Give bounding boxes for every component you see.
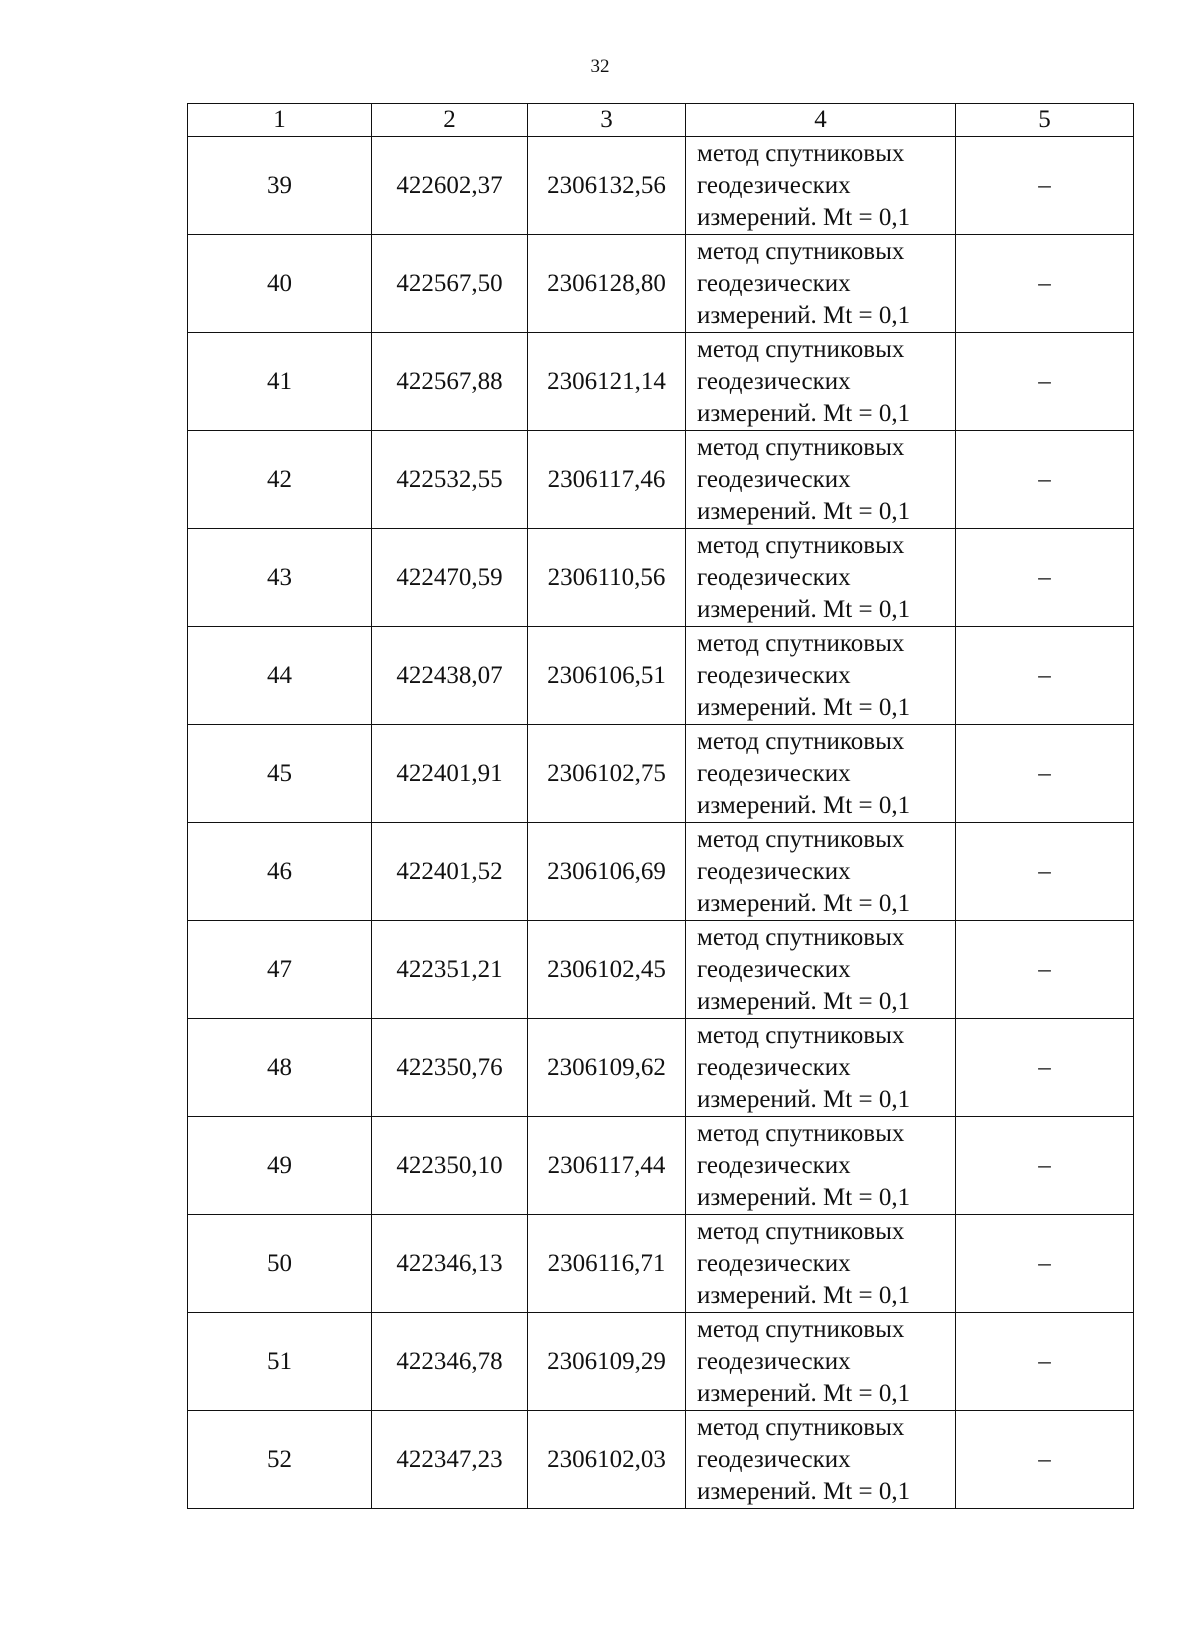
method-line: геодезических (697, 563, 851, 591)
method-line: геодезических (697, 269, 851, 297)
method-cell (686, 725, 956, 823)
method-line: геодезических (697, 1151, 851, 1179)
method-line: измерений. Mt = 0,1 (697, 889, 911, 917)
method-cell (686, 235, 956, 333)
note-cell: – (956, 1019, 1134, 1117)
table-row (188, 333, 1134, 431)
point-number-cell: 48 (188, 1019, 372, 1117)
y-coordinate-cell: 2306117,44 (528, 1117, 686, 1215)
note-cell: – (956, 1215, 1134, 1313)
method-line: измерений. Mt = 0,1 (697, 497, 911, 525)
y-coordinate-cell: 2306109,62 (528, 1019, 686, 1117)
x-coordinate-cell: 422401,52 (372, 823, 528, 921)
y-coordinate-cell: 2306117,46 (528, 431, 686, 529)
x-coordinate-cell: 422350,10 (372, 1117, 528, 1215)
y-coordinate-cell: 2306121,14 (528, 333, 686, 431)
y-coordinate-cell: 2306106,69 (528, 823, 686, 921)
y-coordinate-cell: 2306106,51 (528, 627, 686, 725)
note-cell: – (956, 627, 1134, 725)
y-coordinate-cell: 2306109,29 (528, 1313, 686, 1411)
point-number-cell: 46 (188, 823, 372, 921)
note-cell: – (956, 1411, 1134, 1509)
coordinates-table (187, 103, 1134, 1509)
method-line: геодезических (697, 955, 851, 983)
table-row (188, 725, 1134, 823)
note-cell: – (956, 725, 1134, 823)
method-line: измерений. Mt = 0,1 (697, 1379, 911, 1407)
point-number-cell: 40 (188, 235, 372, 333)
table-row (188, 431, 1134, 529)
x-coordinate-cell: 422470,59 (372, 529, 528, 627)
method-line: геодезических (697, 759, 851, 787)
method-line: метод спутниковых (697, 1413, 905, 1441)
method-line: метод спутниковых (697, 1021, 905, 1049)
column-header: 5 (956, 104, 1134, 137)
x-coordinate-cell: 422346,78 (372, 1313, 528, 1411)
y-coordinate-cell: 2306132,56 (528, 137, 686, 235)
method-cell (686, 1117, 956, 1215)
method-cell (686, 1019, 956, 1117)
y-coordinate-cell: 2306102,45 (528, 921, 686, 1019)
method-line: метод спутниковых (697, 335, 905, 363)
x-coordinate-cell: 422532,55 (372, 431, 528, 529)
note-cell: – (956, 823, 1134, 921)
method-cell (686, 823, 956, 921)
x-coordinate-cell: 422567,50 (372, 235, 528, 333)
point-number-cell: 49 (188, 1117, 372, 1215)
point-number-cell: 43 (188, 529, 372, 627)
method-line: метод спутниковых (697, 139, 905, 167)
point-number-cell: 42 (188, 431, 372, 529)
x-coordinate-cell: 422346,13 (372, 1215, 528, 1313)
point-number-cell: 41 (188, 333, 372, 431)
x-coordinate-cell: 422401,91 (372, 725, 528, 823)
table-row (188, 137, 1134, 235)
x-coordinate-cell: 422438,07 (372, 627, 528, 725)
y-coordinate-cell: 2306128,80 (528, 235, 686, 333)
table-row (188, 1411, 1134, 1509)
method-cell (686, 137, 956, 235)
table-row (188, 1019, 1134, 1117)
method-line: измерений. Mt = 0,1 (697, 203, 911, 231)
method-cell (686, 431, 956, 529)
x-coordinate-cell: 422350,76 (372, 1019, 528, 1117)
method-line: геодезических (697, 1445, 851, 1473)
method-cell (686, 333, 956, 431)
method-line: геодезических (697, 465, 851, 493)
table-row (188, 529, 1134, 627)
method-line: измерений. Mt = 0,1 (697, 1085, 911, 1113)
page-number: 32 (590, 56, 610, 77)
table-row (188, 1313, 1134, 1411)
x-coordinate-cell: 422567,88 (372, 333, 528, 431)
method-line: геодезических (697, 367, 851, 395)
method-line: метод спутниковых (697, 237, 905, 265)
point-number-cell: 52 (188, 1411, 372, 1509)
method-line: измерений. Mt = 0,1 (697, 1477, 911, 1505)
method-line: метод спутниковых (697, 531, 905, 559)
note-cell: – (956, 431, 1134, 529)
method-line: измерений. Mt = 0,1 (697, 1281, 911, 1309)
table-row (188, 1117, 1134, 1215)
method-line: измерений. Mt = 0,1 (697, 595, 911, 623)
method-line: измерений. Mt = 0,1 (697, 693, 911, 721)
column-header: 4 (686, 104, 956, 137)
method-line: геодезических (697, 171, 851, 199)
method-cell (686, 1313, 956, 1411)
table-row (188, 1215, 1134, 1313)
table-row (188, 627, 1134, 725)
table-row (188, 921, 1134, 1019)
header-row (188, 104, 1134, 137)
column-header: 1 (188, 104, 372, 137)
method-line: измерений. Mt = 0,1 (697, 301, 911, 329)
y-coordinate-cell: 2306110,56 (528, 529, 686, 627)
point-number-cell: 50 (188, 1215, 372, 1313)
method-line: измерений. Mt = 0,1 (697, 791, 911, 819)
note-cell: – (956, 921, 1134, 1019)
method-line: геодезических (697, 1249, 851, 1277)
column-header: 3 (528, 104, 686, 137)
note-cell: – (956, 333, 1134, 431)
note-cell: – (956, 1313, 1134, 1411)
table-body (188, 137, 1134, 1509)
table-row (188, 823, 1134, 921)
method-line: метод спутниковых (697, 825, 905, 853)
method-line: измерений. Mt = 0,1 (697, 1183, 911, 1211)
y-coordinate-cell: 2306116,71 (528, 1215, 686, 1313)
x-coordinate-cell: 422347,23 (372, 1411, 528, 1509)
method-line: геодезических (697, 661, 851, 689)
note-cell: – (956, 1117, 1134, 1215)
method-line: метод спутниковых (697, 923, 905, 951)
method-line: метод спутниковых (697, 727, 905, 755)
x-coordinate-cell: 422602,37 (372, 137, 528, 235)
method-line: метод спутниковых (697, 433, 905, 461)
method-line: геодезических (697, 857, 851, 885)
column-header: 2 (372, 104, 528, 137)
method-line: метод спутниковых (697, 1119, 905, 1147)
point-number-cell: 51 (188, 1313, 372, 1411)
y-coordinate-cell: 2306102,03 (528, 1411, 686, 1509)
method-line: геодезических (697, 1053, 851, 1081)
point-number-cell: 39 (188, 137, 372, 235)
y-coordinate-cell: 2306102,75 (528, 725, 686, 823)
method-cell (686, 627, 956, 725)
method-line: метод спутниковых (697, 1315, 905, 1343)
table-row (188, 235, 1134, 333)
method-line: измерений. Mt = 0,1 (697, 399, 911, 427)
point-number-cell: 45 (188, 725, 372, 823)
note-cell: – (956, 235, 1134, 333)
point-number-cell: 44 (188, 627, 372, 725)
point-number-cell: 47 (188, 921, 372, 1019)
method-cell (686, 1411, 956, 1509)
method-line: геодезических (697, 1347, 851, 1375)
x-coordinate-cell: 422351,21 (372, 921, 528, 1019)
note-cell: – (956, 137, 1134, 235)
method-line: метод спутниковых (697, 629, 905, 657)
note-cell: – (956, 529, 1134, 627)
method-cell (686, 921, 956, 1019)
method-cell (686, 529, 956, 627)
method-cell (686, 1215, 956, 1313)
method-line: измерений. Mt = 0,1 (697, 987, 911, 1015)
method-line: метод спутниковых (697, 1217, 905, 1245)
